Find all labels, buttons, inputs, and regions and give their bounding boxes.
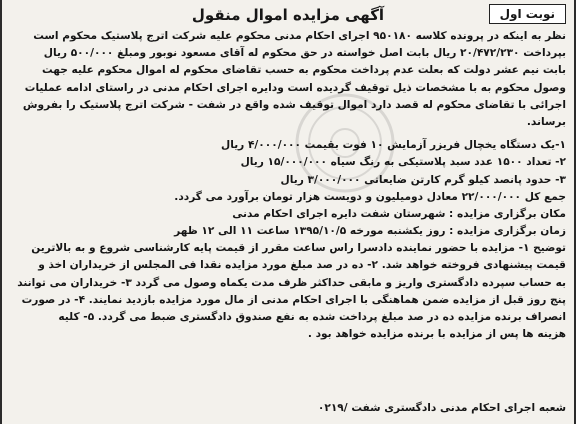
item-line: ۲- تعداد ۱۵۰۰ عدد سبد پلاستیکی به رنگ سیاه ۱۵/۰۰۰/۰۰۰ ریال <box>240 156 566 169</box>
insertion-badge: نوبت اول <box>489 4 566 24</box>
explanation-line: توضیح ۱- مزایده با حضور نماینده دادسرا راس ساعت مقرر از قیمت پایه کارشناسی شروع و به بالاترین <box>31 242 566 255</box>
explanation-line: قیمت پیشنهادی فروخته خواهد شد. ۲- ده در صد مبلغ مورد مزایده نقدا فی المجلس از خریداران اخذ و <box>38 259 566 272</box>
explanation-line: انصراف برنده مزایده ده در صد مبلغ پرداخت شده به نفع صندوق دادگستری ضبط می گردد. ۵- کلیه <box>58 311 566 323</box>
paragraph-line: وصول محکوم به با مشخصات ذیل توقیف گردیده است ودایره اجرای احکام مدنی در راستای ادامه عملیات <box>24 81 566 94</box>
paragraph-line: بابت نیم عشر دولت که بعلت عدم پرداخت محکوم به حسب تقاضای محکوم له اموال محکوم علیه جهت <box>42 64 566 77</box>
item-line: ۳- حدود پانصد کیلو گرم کارتن ضایعاتی ۳/۰۰۰/۰۰۰ ریال <box>280 173 566 186</box>
paragraph-line: برساند. <box>526 115 566 128</box>
explanation-line: پنج روز قبل از مزایده ضمن هماهنگی با اجرای احکام مدنی از مال مورد مزایده بازدید نمایند. ۴- در صورت <box>21 293 566 306</box>
explanation-line: هزینه ها پس از مزایده با برنده مزایده خواهد بود . <box>307 328 566 341</box>
explanation-line: به حساب سپرده دادگستری واریز و مابقی حداکثر ظرف مدت یکماه وصول می گردد ۳- خریداران می توانند <box>17 276 566 289</box>
total-line: جمع کل ۲۲/۰۰۰/۰۰۰ معادل دومیلیون و دویست هزار تومان برآورد می گردد. <box>174 190 566 203</box>
item-line: ۱-یک دستگاه یخچال فریزر آزمایش ۱۰ فوت بقیمت ۴/۰۰۰/۰۰۰ ریال <box>221 139 566 152</box>
notice-body <box>10 28 566 343</box>
issuer-footer: شعبه اجرای احکام مدنی دادگستری شفت /۰۲۱۹ <box>317 402 566 414</box>
time-line: زمان برگزاری مزایده : روز یکشنبه مورخه ۱۳۹۵/۱۰/۵ ساعت ۱۱ الی ۱۲ ظهر <box>174 225 566 238</box>
place-line: مکان برگزاری مزایده : شهرستان شفت دایره اجرای احکام مدنی <box>232 207 566 220</box>
paragraph-line: اجرائی با تقاضای محکوم له قصد دارد اموال توقیف شده واقع در شفت - شرکت اترج پلاستیک را بفروش <box>22 98 566 111</box>
notice-title: آگهی مزایده اموال منقول <box>191 6 385 24</box>
paragraph-line: نظر به اینکه در پرونده کلاسه ۹۵۰۱۸۰ اجرای احکام مدنی محکوم علیه شرکت اترج پلاستیک محکوم است <box>33 30 566 42</box>
paragraph-line: بپرداخت ۲۰/۴۷۲/۲۳۰ ریال بابت اصل خواسته در حق محکوم له آقای مسعود نوبور ومبلغ ۵۰۰/۰۰۰ ریال <box>43 47 566 60</box>
